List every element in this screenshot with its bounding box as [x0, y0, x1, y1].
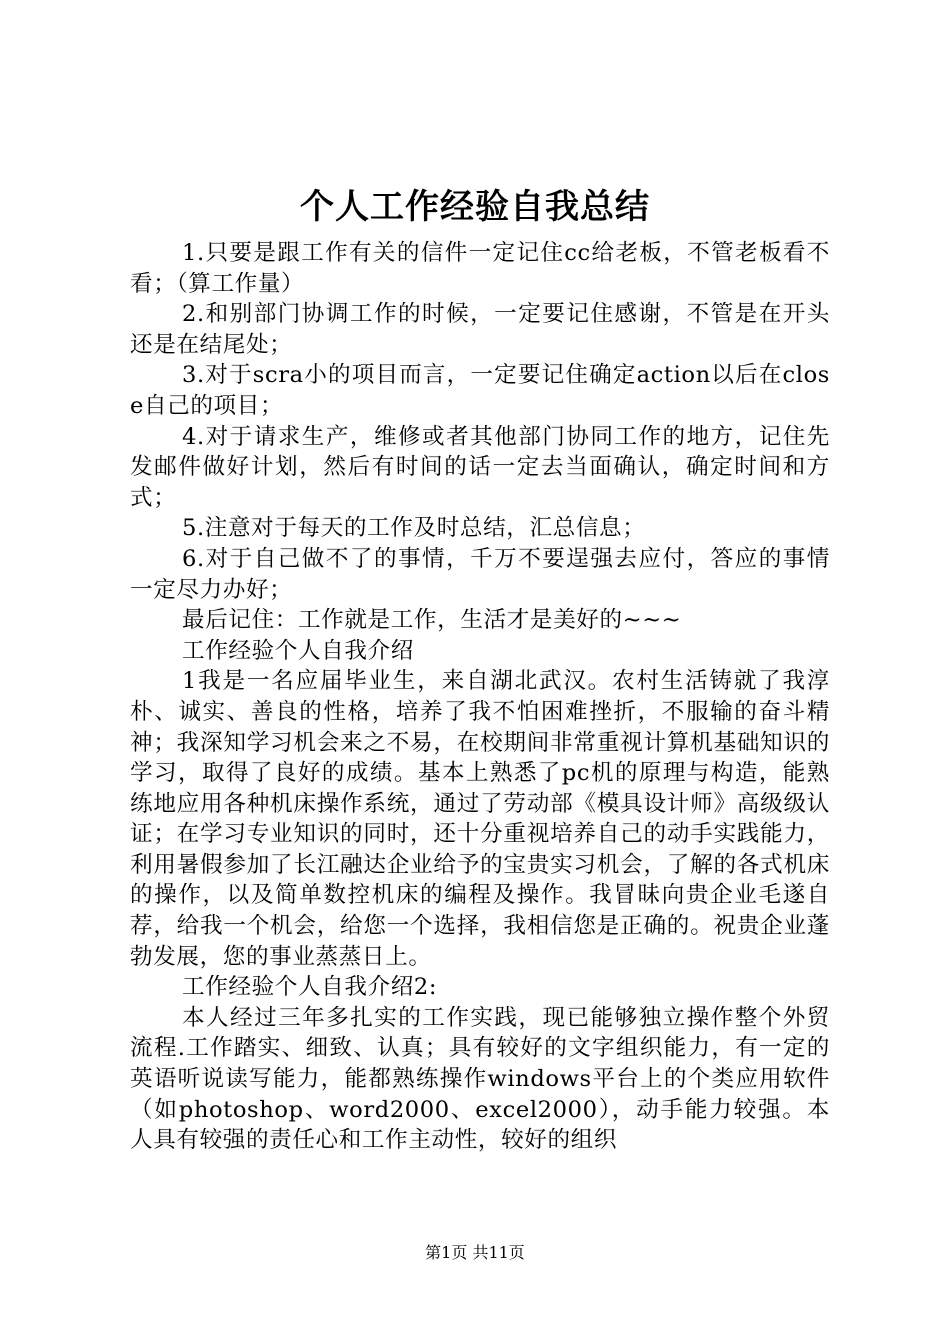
document-body — [130, 238, 830, 1156]
document-title: 个人工作经验自我总结 — [300, 187, 650, 227]
paragraph-3: 3.对于scra小的项目而言，一定要记住确定action以后在close自己的项目； — [130, 362, 830, 419]
paragraph-1: 1.只要是跟工作有关的信件一定记住cc给老板，不管老板看不看；（算工作量） — [130, 240, 830, 297]
paragraph-4: 4.对于请求生产，维修或者其他部门协同工作的地方，记住先发邮件做好计划，然后有时间的话一定去当面确认，确定时间和方式； — [130, 423, 830, 511]
section-heading-intro-2: 工作经验个人自我介绍2: — [182, 974, 438, 1001]
paragraph-6: 6.对于自己做不了的事情，千万不要逞强去应付，答应的事情一定尽力办好； — [130, 545, 830, 603]
paragraph-5: 5.注意对于每天的工作及时总结，汇总信息； — [182, 515, 646, 542]
paragraph-intro-1: 1我是一名应届毕业生，来自湖北武汉。农村生活铸就了我淳朴、诚实、善良的性格，培养了我不怕困难挫折，不服输的奋斗精神；我深知学习机会来之不易，在校期间非常重视计算机基础知识的学习，取得了良好的成绩。基本上熟悉了pc机的原理与构造，能熟练地应用各种机床操作系统，通过了劳动部《模具设计师》高级级认证；在学习专业知识的同时，还十分重视培养自己的动手实践能力，利用暑假参加了长江融达企业给予的宝贵实习机会，了解的各式机床的操作，以及简单数控机床的编程及操作。我冒昧向贵企业毛遂自荐，给我一个机会，给您一个选择，我相信您是正确的。祝贵企业蓬勃发展，您的事业蒸蒸日上。 — [130, 668, 830, 970]
page-footer: 第1页 共11页 — [425, 1243, 525, 1262]
paragraph-2: 2.和别部门协调工作的时候，一定要记住感谢，不管是在开头还是在结尾处； — [130, 301, 830, 358]
section-heading-intro: 工作经验个人自我介绍 — [182, 637, 414, 664]
paragraph-intro-2: 本人经过三年多扎实的工作实践，现已能够独立操作整个外贸流程.工作踏实、细致、认真；具有较好的文字组织能力，有一定的英语听说读写能力，能都熟练操作windows平台上的个类应用软件（如photoshop、word2000、excel2000），动手能力较强。本人具有较强的责任心和工作主动性，较好的组织 — [130, 1004, 830, 1154]
paragraph-closing: 最后记住：工作就是工作，生活才是美好的~~~ — [182, 607, 682, 634]
